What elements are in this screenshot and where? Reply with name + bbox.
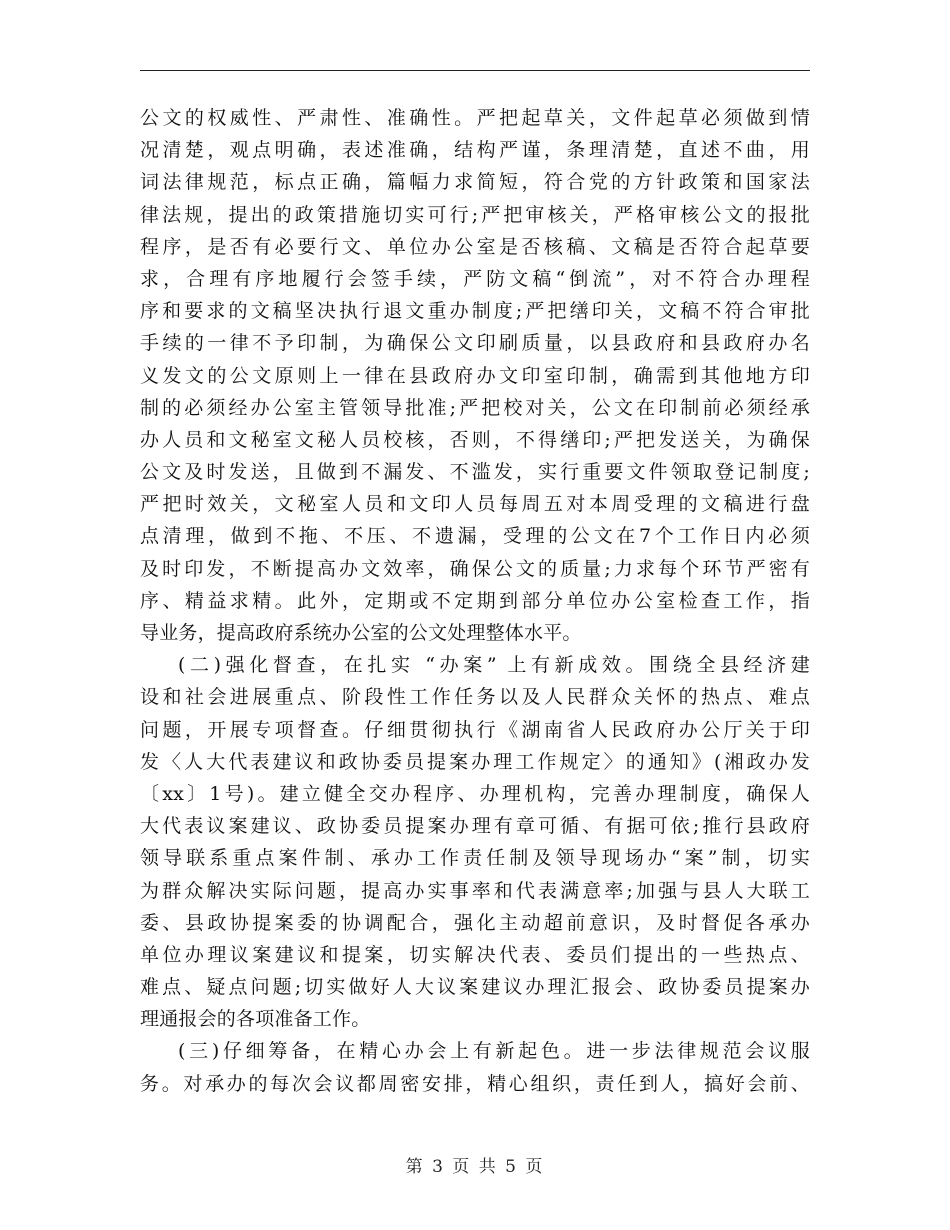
- body-line-21: 发〈人大代表建议和政协委员提案办理工作规定〉的通知》(湘政办发: [140, 750, 810, 773]
- body-line-11: 办人员和文秘室文秘人员校核，否则，不得缮印;严把发送关，为确保: [140, 428, 810, 451]
- body-line-12: 公文及时发送，且做到不漏发、不滥发，实行重要文件领取登记制度;: [140, 461, 810, 484]
- body-line-28: 难点、疑点问题;切实做好人大议案建议办理汇报会、政协委员提案办: [140, 976, 810, 999]
- body-line-17: 导业务，提高政府系统办公室的公文处理整体水平。: [140, 622, 582, 644]
- body-line-23: 大代表议案建议、政协委员提案办理有章可循、有据可依;推行县政府: [140, 815, 810, 838]
- body-line-2: 况清楚，观点明确，表述准确，结构严谨，条理清楚，直述不曲，用: [140, 139, 810, 162]
- body-line-27: 单位办理议案建议和提案，切实解决代表、委员们提出的一些热点、: [140, 943, 810, 966]
- body-line-6: 求，合理有序地履行会签手续，严防文稿“倒流”，对不符合办理程: [140, 267, 810, 290]
- body-line-9: 义发文的公文原则上一律在县政府办文印室印制，确需到其他地方印: [140, 364, 810, 387]
- body-line-1: 公文的权威性、严肃性、准确性。严把起草关，文件起草必须做到情: [140, 107, 810, 129]
- body-line-14: 点清理，做到不拖、不压、不遗漏，受理的公文在7个工作日内必须: [140, 525, 810, 548]
- body-line-10: 制的必须经办公室主管领导批准;严把校对关，公文在印制前必须经承: [140, 396, 810, 419]
- body-line-26: 委、县政协提案委的协调配合，强化主动超前意识，及时督促各承办: [140, 911, 810, 934]
- body-line-25: 为群众解决实际问题，提高办实事率和代表满意率;加强与县人大联工: [140, 879, 810, 902]
- body-line-3: 词法律规范，标点正确，篇幅力求简短，符合党的方针政策和国家法: [140, 171, 810, 194]
- body-line-16: 序、精益求精。此外，定期或不定期到部分单位办公室检查工作，指: [140, 589, 810, 612]
- body-line-22: 〔xx〕1号)。建立健全交办程序、办理机构，完善办理制度，确保人: [140, 782, 810, 805]
- body-line-13: 严把时效关，文秘室人员和文印人员每周五对本周受理的文稿进行盘: [140, 493, 810, 516]
- body-line-24: 领导联系重点案件制、承办工作责任制及领导现场办“案”制，切实: [140, 847, 810, 870]
- body-line-29: 理通报会的各项准备工作。: [140, 1008, 371, 1031]
- body-line-20: 问题，开展专项督查。仔细贯彻执行《湖南省人民政府办公厅关于印: [140, 718, 810, 741]
- body-line-7: 序和要求的文稿坚决执行退文重办制度;严把缮印关，文稿不符合审批: [140, 300, 810, 323]
- header-rule: [140, 70, 810, 71]
- section-2-heading-line: (二)强化督查，在扎实 “办案” 上有新成效。围绕全县经济建: [178, 654, 810, 677]
- page-number-footer: 第 3 页 共 5 页: [405, 1157, 545, 1177]
- section-3-heading-line: (三)仔细筹备，在精心办会上有新起色。进一步法律规范会议服: [178, 1040, 810, 1063]
- body-line-5: 程序，是否有必要行文、单位办公室是否核稿、文稿是否符合起草要: [140, 235, 810, 258]
- body-line-15: 及时印发，不断提高办文效率，确保公文的质量;力求每个环节严密有: [140, 557, 810, 580]
- body-line-19: 设和社会进展重点、阶段性工作任务以及人民群众关怀的热点、难点: [140, 686, 810, 709]
- body-line-8: 手续的一律不予印制，为确保公文印刷质量，以县政府和县政府办名: [140, 332, 810, 355]
- body-line-31: 务。对承办的每次会议都周密安排，精心组织，责任到人，搞好会前、: [140, 1072, 810, 1095]
- body-line-4: 律法规，提出的政策措施切实可行;严把审核关，严格审核公文的报批: [140, 203, 810, 226]
- document-body: [140, 102, 810, 1100]
